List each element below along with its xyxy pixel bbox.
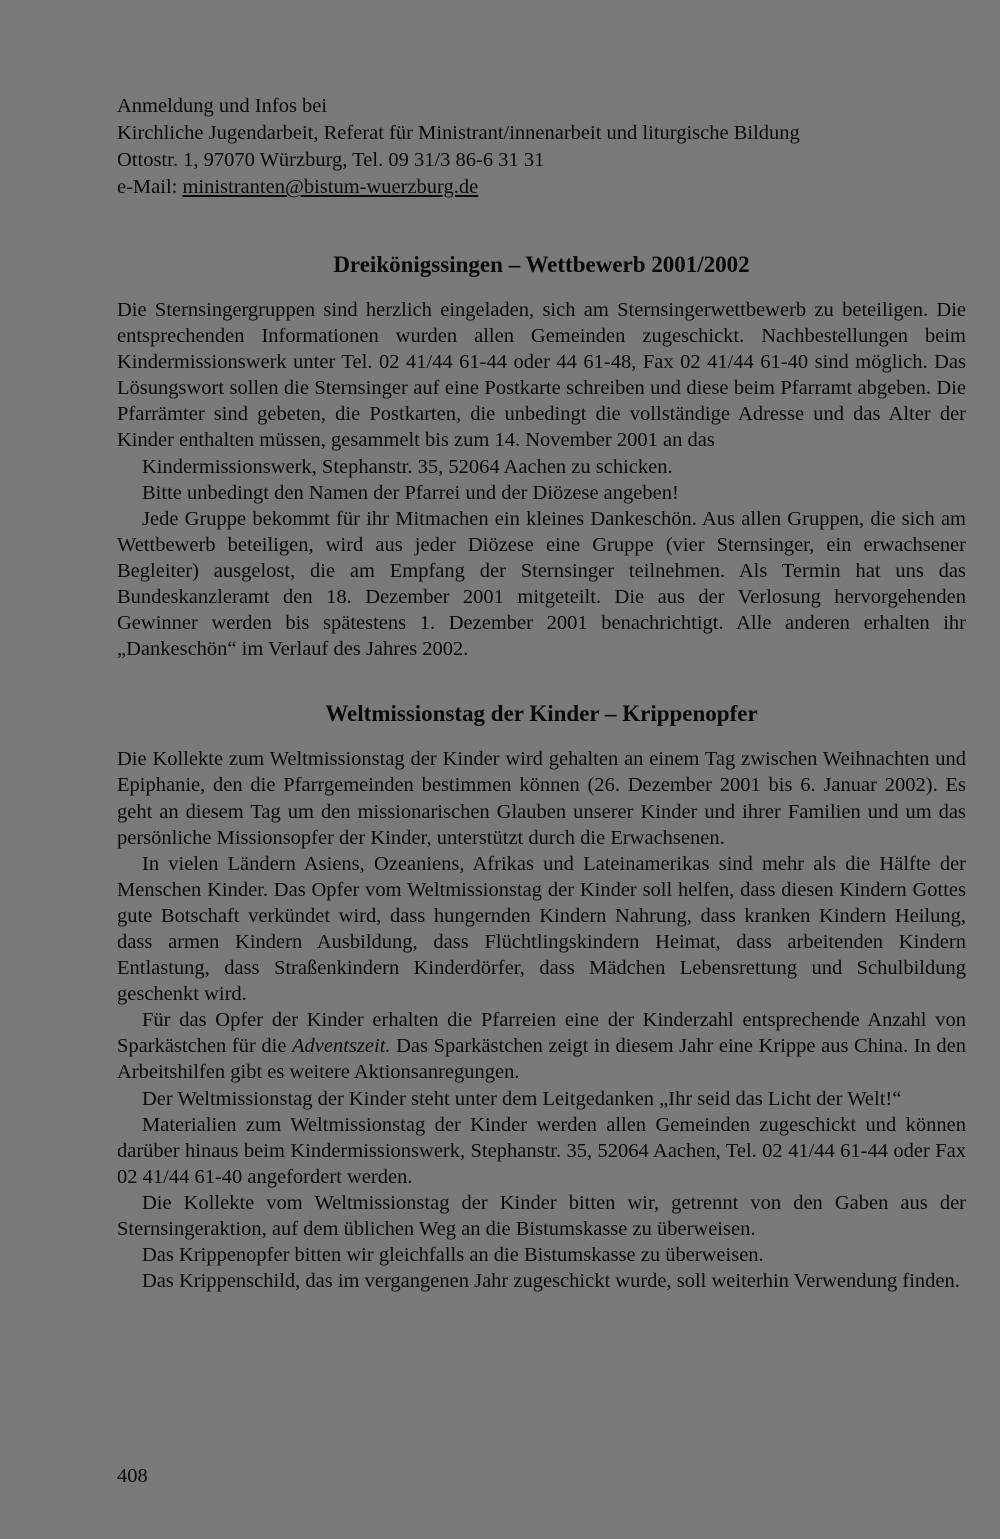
paragraph-notice: Bitte unbedingt den Namen der Pfarrei und der Diözese angeben! <box>142 481 679 504</box>
paragraph-sparkaestchen <box>117 1007 966 1085</box>
section-title-weltmissionstag: Weltmissionstag der Kinder – Krippenopfer <box>325 701 758 727</box>
section-body-weltmissionstag <box>117 746 966 1294</box>
document-page <box>117 93 966 1294</box>
section-body-dreikoenigssingen <box>117 297 966 662</box>
email-link[interactable]: ministranten@bistum-wuerzburg.de <box>182 176 479 198</box>
contact-address: Ottostr. 1, 97070 Würzburg, Tel. 09 31/3 86-6 31 31 <box>117 149 545 171</box>
paragraph-text: Für das Opfer der Kinder erhalten die Pfarreien eine der Kinderzahl entsprechende Anzahl von Sparkästchen für die <box>117 1009 966 1058</box>
contact-organization: Kirchliche Jugendarbeit, Referat für Ministrant/innenarbeit und liturgische Bildung <box>117 122 800 144</box>
paragraph-address: Kindermissionswerk, Stephanstr. 35, 52064 Aachen zu schicken. <box>142 455 673 478</box>
emphasis-text: Adventszeit. <box>292 1035 391 1058</box>
paragraph: Die Kollekte vom Weltmissionstag der Kinder bitten wir, getrennt von den Gaben aus der Sternsingeraktion, auf dem üblichen Weg an die Bistumskasse zu überweisen. <box>117 1191 966 1240</box>
paragraph: Der Weltmissionstag der Kinder steht unter dem Leitgedanken „Ihr seid das Licht der Welt!“ <box>142 1087 902 1110</box>
contact-block <box>117 93 966 201</box>
page-number: 408 <box>117 1465 148 1487</box>
paragraph-text: Das Sparkästchen zeigt in diesem Jahr eine Krippe aus China. In den Arbeitshilfen gibt es weitere Aktionsanregungen. <box>117 1035 966 1084</box>
paragraph: In vielen Ländern Asiens, Ozeaniens, Afrikas und Lateinamerikas sind mehr als die Hälfte der Menschen Kinder. Das Opfer vom Weltmissionstag der Kinder soll helfen, dass diesen Kindern Gottes gute Botschaft verkündet wird, dass hungernden Kindern Nahrung, dass kranken Kindern Heilung, dass armen Kindern Ausbildung, dass Flüchtlingskindern Heimat, dass arbeitenden Kindern Entlastung, dass Straßenkindern Kinderdörfer, dass Mädchen Lebensrettung und Schulbildung geschenkt wird. <box>117 852 966 1006</box>
paragraph: Materialien zum Weltmissionstag der Kinder werden allen Gemeinden zugeschickt und können darüber hinaus beim Kindermissionswerk, Stephanstr. 35, 52064 Aachen, Tel. 02 41/44 61-44 oder Fax 02 41/44 61-40 angefordert werden. <box>117 1113 966 1188</box>
paragraph: Das Krippenschild, das im vergangenen Jahr zugeschickt wurde, soll weiterhin Verwendung finden. <box>142 1270 960 1293</box>
contact-email-line <box>117 174 966 201</box>
email-label: e-Mail: <box>117 176 183 198</box>
paragraph: Die Sternsingergruppen sind herzlich eingeladen, sich am Sternsingerwettbewerb zu beteiligen. Die entsprechenden Informationen wurden allen Gemeinden zugeschickt. Nachbestellungen beim Kindermissionswerk unter Tel. 02 41/44 61-44 oder 44 61-48, Fax 02 41/44 61-40 sind möglich. Das Lösungswort sollen die Sternsinger auf eine Postkarte schreiben und diese beim Pfarramt abgeben. Die Pfarrämter sind gebeten, die Postkarten, die unbedingt die vollständige Adresse und das Alter der Kinder enthalten müssen, gesammelt bis zum 14. November 2001 an das <box>117 299 966 452</box>
paragraph: Die Kollekte zum Weltmissionstag der Kinder wird gehalten an einem Tag zwischen Weihnachten und Epiphanie, den die Pfarrgemeinden bestimmen können (26. Dezember 2001 bis 6. Januar 2002). Es geht an diesem Tag um den missionarischen Glauben unserer Kinder und ihrer Familien und um das persönliche Missionsopfer der Kinder, unterstützt durch die Erwachsenen. <box>117 748 966 849</box>
paragraph: Jede Gruppe bekommt für ihr Mitmachen ein kleines Dankeschön. Aus allen Gruppen, die sich am Wettbewerb beteiligen, wird aus jeder Diözese eine Gruppe (vier Sternsinger, ein erwachsener Begleiter) ausgelost, die am Empfang der Sternsinger teilnehmen. Als Termin hat uns das Bundeskanzleramt den 18. Dezember 2001 mitgeteilt. Die aus der Verlosung hervorgehenden Gewinner werden bis spätestens 1. Dezember 2001 benachrichtigt. Alle anderen erhalten ihr „Dankeschön“ im Verlauf des Jahres 2002. <box>117 507 966 661</box>
section-title-dreikoenigssingen: Dreikönigssingen – Wettbewerb 2001/2002 <box>333 252 750 277</box>
paragraph: Das Krippenopfer bitten wir gleichfalls an die Bistumskasse zu überweisen. <box>142 1244 764 1267</box>
contact-intro: Anmeldung und Infos bei <box>117 95 328 117</box>
